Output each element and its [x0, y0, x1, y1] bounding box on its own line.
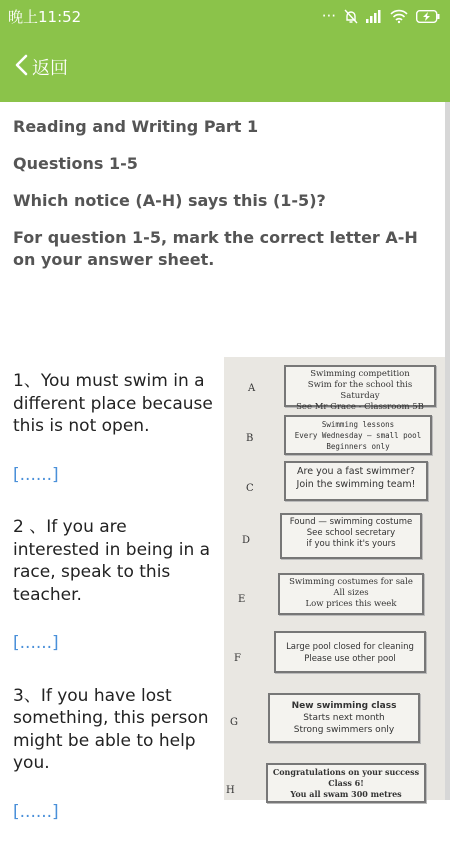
notice-line: Swimming lessons	[321, 420, 395, 429]
question-text: 1、You must swim in a different place because this is not open.	[13, 371, 213, 436]
more-dots-icon: ···	[321, 7, 336, 25]
notice-e	[278, 573, 424, 615]
notice-line: All sizes	[333, 588, 369, 598]
notice-line: See Mr Grace - Classroom 5B	[296, 402, 424, 412]
battery-charging-icon	[416, 10, 440, 23]
notice-line: New swimming class	[291, 701, 397, 711]
notice-a	[284, 365, 436, 412]
question-1	[13, 370, 213, 486]
answer-field-3[interactable]: [......]	[13, 801, 59, 822]
notice-line: Low prices this week	[305, 599, 397, 609]
notice-line: Swimming costumes for sale	[289, 577, 413, 587]
notice-letter-d: D	[242, 535, 251, 546]
notice-line: Congratulations on your success Class 6!	[272, 767, 420, 788]
notice-line: Every Wednesday — small pool	[294, 431, 422, 440]
mute-bell-icon	[344, 9, 358, 24]
chevron-left-icon	[14, 54, 28, 81]
notice-letter-a: A	[248, 383, 256, 394]
answer-field-1[interactable]: [......]	[13, 464, 59, 485]
notice-f	[274, 631, 426, 673]
notice-g	[268, 693, 420, 743]
notice-line: Are you a fast swimmer?	[297, 466, 415, 477]
instruction-text: For question 1-5, mark the correct letter A-H on your answer sheet.	[13, 228, 418, 269]
question-2	[13, 516, 213, 655]
notice-letter-h: H	[226, 785, 235, 796]
question-text: 3、If you have lost something, this person might be able to help you.	[13, 685, 209, 773]
notice-letter-f: F	[234, 653, 241, 664]
section-title: Reading and Writing Part 1	[13, 117, 259, 136]
notice-line: Join the swimming team!	[296, 479, 416, 490]
status-time: 晚上11:52	[8, 7, 82, 26]
notice-b	[284, 415, 432, 455]
status-icons	[322, 7, 440, 25]
scrollbar[interactable]	[445, 102, 450, 800]
notice-letter-b: B	[246, 433, 254, 444]
signal-icon	[366, 10, 382, 23]
notice-letter-g: G	[230, 717, 238, 728]
notice-line: Starts next month	[303, 713, 385, 723]
notice-line: if you think it's yours	[306, 539, 396, 549]
status-bar	[0, 0, 450, 32]
notice-d	[280, 513, 422, 559]
notice-line: Found — swimming costume	[289, 517, 413, 527]
question-text: 2 、If you are interested in being in a race, speak to this teacher.	[13, 517, 211, 605]
notice-line: Please use other pool	[304, 654, 396, 664]
questions-list	[13, 370, 213, 853]
notice-h	[266, 763, 426, 803]
notice-line: Strong swimmers only	[293, 725, 395, 735]
notice-letter-c: C	[246, 483, 254, 494]
notice-letter-e: E	[238, 594, 246, 605]
intro-section	[13, 102, 438, 271]
app-bar	[0, 32, 450, 102]
notice-line: You all swam 300 metres	[290, 789, 402, 799]
prompt-text: Which notice (A-H) says this (1-5)?	[13, 191, 326, 210]
wifi-icon	[390, 9, 408, 23]
notice-line: See school secretary	[306, 528, 396, 538]
answer-field-2[interactable]: [......]	[13, 633, 59, 653]
question-3	[13, 685, 213, 824]
back-label: 返回	[32, 58, 68, 79]
notice-line: Swim for the school this Saturday	[307, 380, 413, 401]
questions-range: Questions 1-5	[13, 154, 138, 173]
notice-line: Large pool closed for cleaning	[286, 642, 414, 652]
notice-line: Beginners only	[326, 442, 390, 451]
back-button[interactable]	[14, 54, 68, 81]
notices-image	[224, 357, 446, 800]
notice-c	[284, 461, 428, 501]
notice-line: Swimming competition	[310, 369, 410, 379]
